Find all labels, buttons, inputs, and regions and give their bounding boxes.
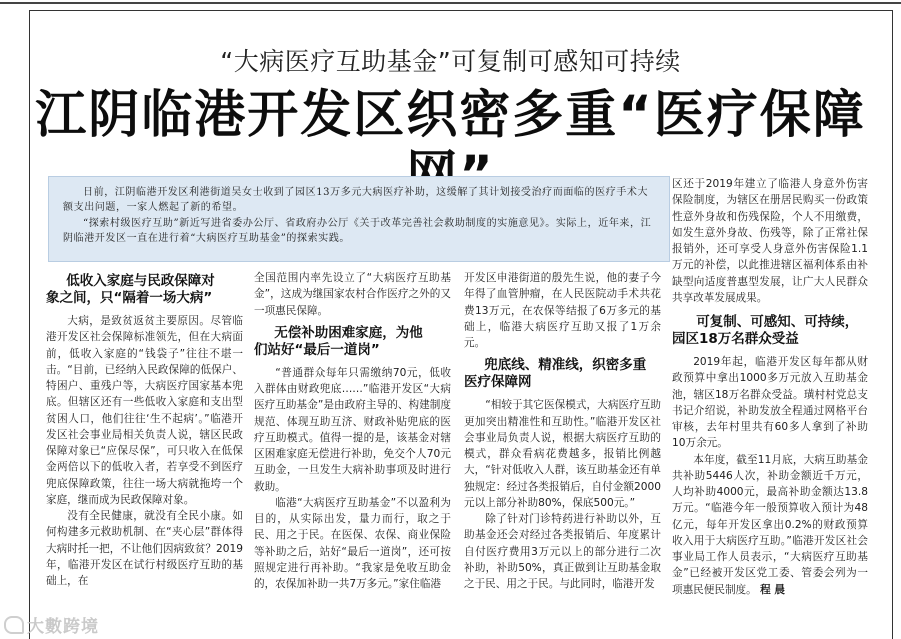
column-4 bbox=[672, 176, 868, 598]
section-heading-line: 低收入家庭与民政保障对 bbox=[66, 273, 215, 289]
section-heading-line: 医疗保障网 bbox=[464, 374, 532, 391]
body-paragraph-text: 本年度，截至11月底，大病互助基金共补助5446人次，补助金额近千万元，人均补助4000元，最高补助金额达13.8万元。“临港今年一般预算收入预计为48亿元，每年开发区拿出0.2%的财政预算收入用于大病医疗互助。”临港开发区社会事业局工作人员表示，“大病医疗互助基金”已经被开发区党工委、管委会列为一项惠民便民制度。 bbox=[672, 453, 868, 596]
body-paragraph: 开发区申港街道的殷先生说，他的妻子今年得了血管肿瘤，在人民医院动手术共花费13万元，在农保等结报了6万多元的基础上，临港大病医疗互助又报了1万余元。 bbox=[464, 272, 661, 349]
author-byline: 程 晨 bbox=[760, 583, 786, 596]
watermark-text: 大數跨境 bbox=[27, 617, 99, 637]
lead-paragraph: “探索村级医疗互助”新近写进省委办公厅、省政府办公厅《关于改革完善社会救助制度的实施意见》。实际上，近年来，江阴临港开发区一直在进行着“大病医疗互助基金”的探索实践。 bbox=[63, 217, 652, 245]
section-heading-line: 可复制、可感知、可持续， bbox=[696, 314, 859, 330]
article-headline: 江阴临港开发区织密多重“医疗保障 bbox=[35, 86, 866, 145]
article-subtitle: “大病医疗互助基金”可复制可感知可持续 bbox=[220, 47, 681, 76]
camera-logo-icon bbox=[4, 616, 24, 634]
lead-box bbox=[48, 176, 670, 262]
column-2 bbox=[254, 270, 451, 592]
body-paragraph: 区还于2019年建立了临港人身意外伤害保险制度，为辖区在册居民购买一份政策性意外身故和伤残保险，个人不用缴费，如发生意外身故、伤残等，除了正常社保报销外，还可享受人身意外伤害保险1.1万元的补偿，以此推进辖区福利体系由补缺型向适度普惠型发展，让广大人民群众共享改革发展成果。 bbox=[672, 178, 868, 304]
section-heading-line: 象之间，只“隔着一场大病” bbox=[46, 290, 213, 306]
body-paragraph: 2019年起，临港开发区每年都从财政预算中拿出1000多万元放入互助基金池，辖区18万名群众受益。璜村村党总支书记介绍说，补助发放全程通过网格平台审核，去年村里共有60多人拿到了补助10万余元。 bbox=[672, 356, 868, 450]
body-paragraph: “相较于其它医保模式，大病医疗互助更加突出精准性和互助性。”临港开发区社会事业局负责人说，根据大病医疗互助的模式，群众看病花费越多，报销比例越大，“针对低收入人群，该互助基金还有单独规定：经过各类报销后，自付金额2000元以上部分补助80%，保底500元。” bbox=[464, 399, 661, 509]
section-heading-line: 园区18万名群众受益 bbox=[672, 331, 799, 347]
lead-paragraph: 日前，江阴临港开发区利港街道吴女士收到了园区13万多元大病医疗补助，这缓解了其计划接受治疗而面临的医疗手术大额支出问题，一家人燃起了新的希望。 bbox=[63, 187, 649, 214]
top-rule bbox=[0, 2, 901, 4]
body-paragraph: 除了针对门诊特药进行补助以外，互助基金还会对经过各类报销后、年度累计自付医疗费用3万元以上的部分进行二次补助，补助50%，真正做到让互助基金取之于民、用之于民。与此同时，临港开发 bbox=[464, 513, 661, 590]
section-heading-line: 兜底线、精准线，织密多重 bbox=[484, 357, 647, 374]
body-paragraph: “普通群众每年只需缴纳70元，低收入群体由财政兜底……”临港开发区“大病医疗互助基金”是由政府主导的、构建制度规范、体现互助互济、财政补贴兜底的医疗互助模式。值得一提的是，该基金对辖区困难家庭无偿进行补助，免交个人70元互助金，一旦发生大病补助事项及时进行救助。 bbox=[254, 366, 451, 493]
body-paragraph bbox=[672, 452, 868, 598]
section-heading-line: 们站好“最后一道岗” bbox=[254, 341, 380, 358]
body-paragraph: 临港“大病医疗互助基金”不以盈利为目的，从实际出发，量力而行，取之于民、用之于民。在医保、农保、商业保险等补助之后，站好“最后一道岗”，还可按照规定进行再补助。“我家是免收互助金的，农保加补助一共7万多元。”家住临港 bbox=[254, 496, 451, 590]
section-heading-3 bbox=[464, 357, 661, 391]
section-heading-1 bbox=[46, 273, 243, 307]
column-1 bbox=[46, 270, 243, 589]
body-paragraph: 没有全民健康，就没有全民小康。如何构建多元救助机制、在“夹心层”群体得大病时托一把，不让他们因病致贫？2019年，临港开发区在试行村级医疗互助的基础上，在 bbox=[46, 510, 243, 587]
body-paragraph: 大病，是致贫返贫主要原因。尽管临港开发区社会保障标准领先，但在大病面前，低收入家庭的“钱袋子”往往不堪一击。“目前，已经纳入民政保障的低保户、特困户、重残户等，大病医疗国家基本兜底。但辖区还有一些低收入家庭和支出型贫困人口，他们往往‘生不起病’。”临港开发区社会事业局相关负责人说，辖区民政保障对象已“应保尽保”，可只收入在低保金两倍以下的低收入者，若享受不到医疗兜底保障政策，往往一场大病就拖垮一个家庭，继而成为民政保障对象。 bbox=[46, 315, 243, 506]
section-heading-2 bbox=[254, 325, 451, 359]
watermark bbox=[4, 612, 99, 637]
column-3 bbox=[464, 270, 661, 592]
body-paragraph: 全国范围内率先设立了“大病医疗互助基金”，这成为继国家农村合作医疗之外的又一项惠民保障。 bbox=[254, 272, 451, 317]
section-heading-4 bbox=[672, 314, 868, 348]
section-heading-line: 无偿补助困难家庭，为他 bbox=[274, 324, 423, 341]
